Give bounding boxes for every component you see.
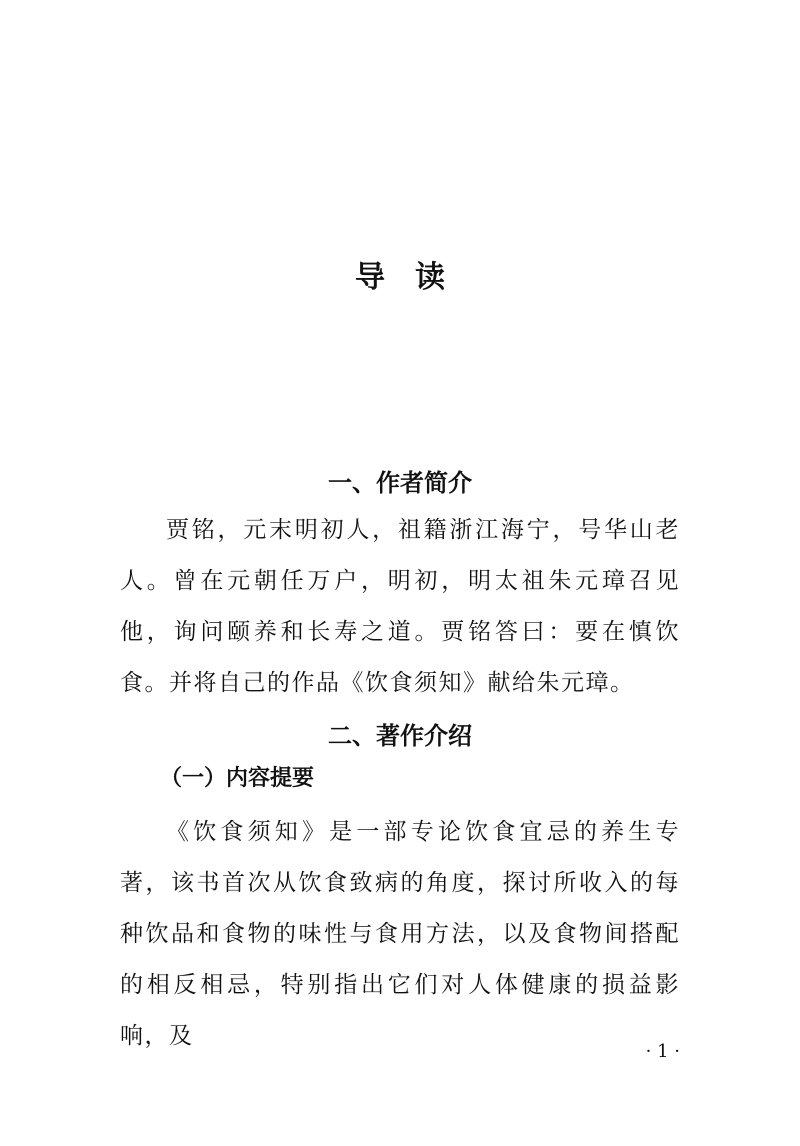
page-number: · 1 ·: [645, 1041, 680, 1062]
page-title: 导读: [355, 260, 475, 295]
paragraph-work-summary: 《饮食须知》是一部专论饮食宜忌的养生专著，该书首次从饮食致病的角度，探讨所收入的每种饮品和食物的味性与食用方法，以及食物间搭配的相反相忌，特别指出它们对人体健康的损益影响，及: [120, 819, 680, 1049]
section-heading-author: 一、作者简介: [328, 469, 472, 497]
section-heading-work: 二、著作介绍: [328, 722, 472, 750]
subsection-heading-summary: （一）内容提要: [160, 766, 315, 791]
paragraph-author-intro: 贾铭，元末明初人，祖籍浙江海宁，号华山老人。曾在元朝任万户，明初，明太祖朱元璋召见他，询问颐养和长寿之道。贾铭答曰：要在慎饮食。并将自己的作品《饮食须知》献给朱元璋。: [120, 517, 680, 696]
